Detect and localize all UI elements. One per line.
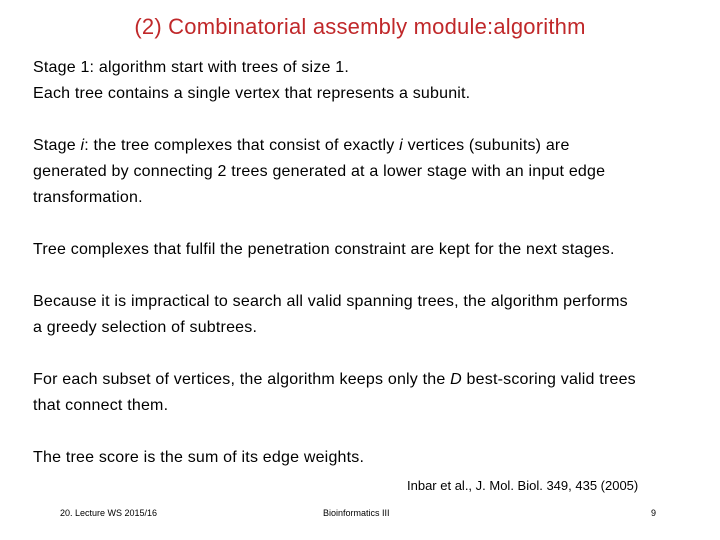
italic-term: i <box>399 137 403 154</box>
paragraph <box>33 445 703 471</box>
text-line <box>33 55 703 81</box>
text-line <box>33 133 703 159</box>
text-segment: a greedy selection of subtrees. <box>33 319 258 336</box>
text-line <box>33 185 703 211</box>
page-number: 9 <box>651 508 657 518</box>
text-line <box>33 237 703 263</box>
text-segment: Tree complexes that fulfil the penetration constraint are kept for the next stages. <box>33 241 615 258</box>
text-segment: vertices (subunits) are <box>402 137 570 154</box>
text-segment: generated by connecting 2 trees generated at a lower stage with an input edge <box>33 163 606 180</box>
text-line <box>33 289 703 315</box>
paragraph <box>33 133 703 211</box>
text-segment: : the tree complexes that consist of exactly <box>84 137 400 154</box>
text-segment: Each tree contains a single vertex that represents a subunit. <box>33 85 471 102</box>
text-segment: Because it is impractical to search all valid spanning trees, the algorithm performs <box>33 293 628 310</box>
paragraph <box>33 237 703 263</box>
text-segment: Stage 1: algorithm start with trees of size 1. <box>33 59 350 76</box>
text-line <box>33 445 703 471</box>
text-line <box>33 81 703 107</box>
text-segment: For each subset of vertices, the algorithm keeps only the <box>33 371 451 388</box>
text-line <box>33 393 703 419</box>
text-segment: transformation. <box>33 189 143 206</box>
citation: Inbar et al., J. Mol. Biol. 349, 435 (2005) <box>407 478 639 493</box>
italic-term: D <box>450 371 462 388</box>
text-line <box>33 367 703 393</box>
slide-title: (2) Combinatorial assembly module:algorithm <box>134 14 586 39</box>
text-segment: Stage <box>33 137 81 154</box>
slide-body <box>33 55 703 497</box>
text-segment: The tree score is the sum of its edge weights. <box>33 449 365 466</box>
paragraph <box>33 289 703 341</box>
text-segment: that connect them. <box>33 397 169 414</box>
paragraph <box>33 367 703 419</box>
italic-term: i <box>80 137 85 154</box>
text-segment: best-scoring valid trees <box>461 371 636 388</box>
paragraph <box>33 55 703 107</box>
text-line <box>33 159 703 185</box>
footer-lecture: 20. Lecture WS 2015/16 <box>60 508 158 518</box>
text-line <box>33 315 703 341</box>
footer-course: Bioinformatics III <box>323 508 390 518</box>
